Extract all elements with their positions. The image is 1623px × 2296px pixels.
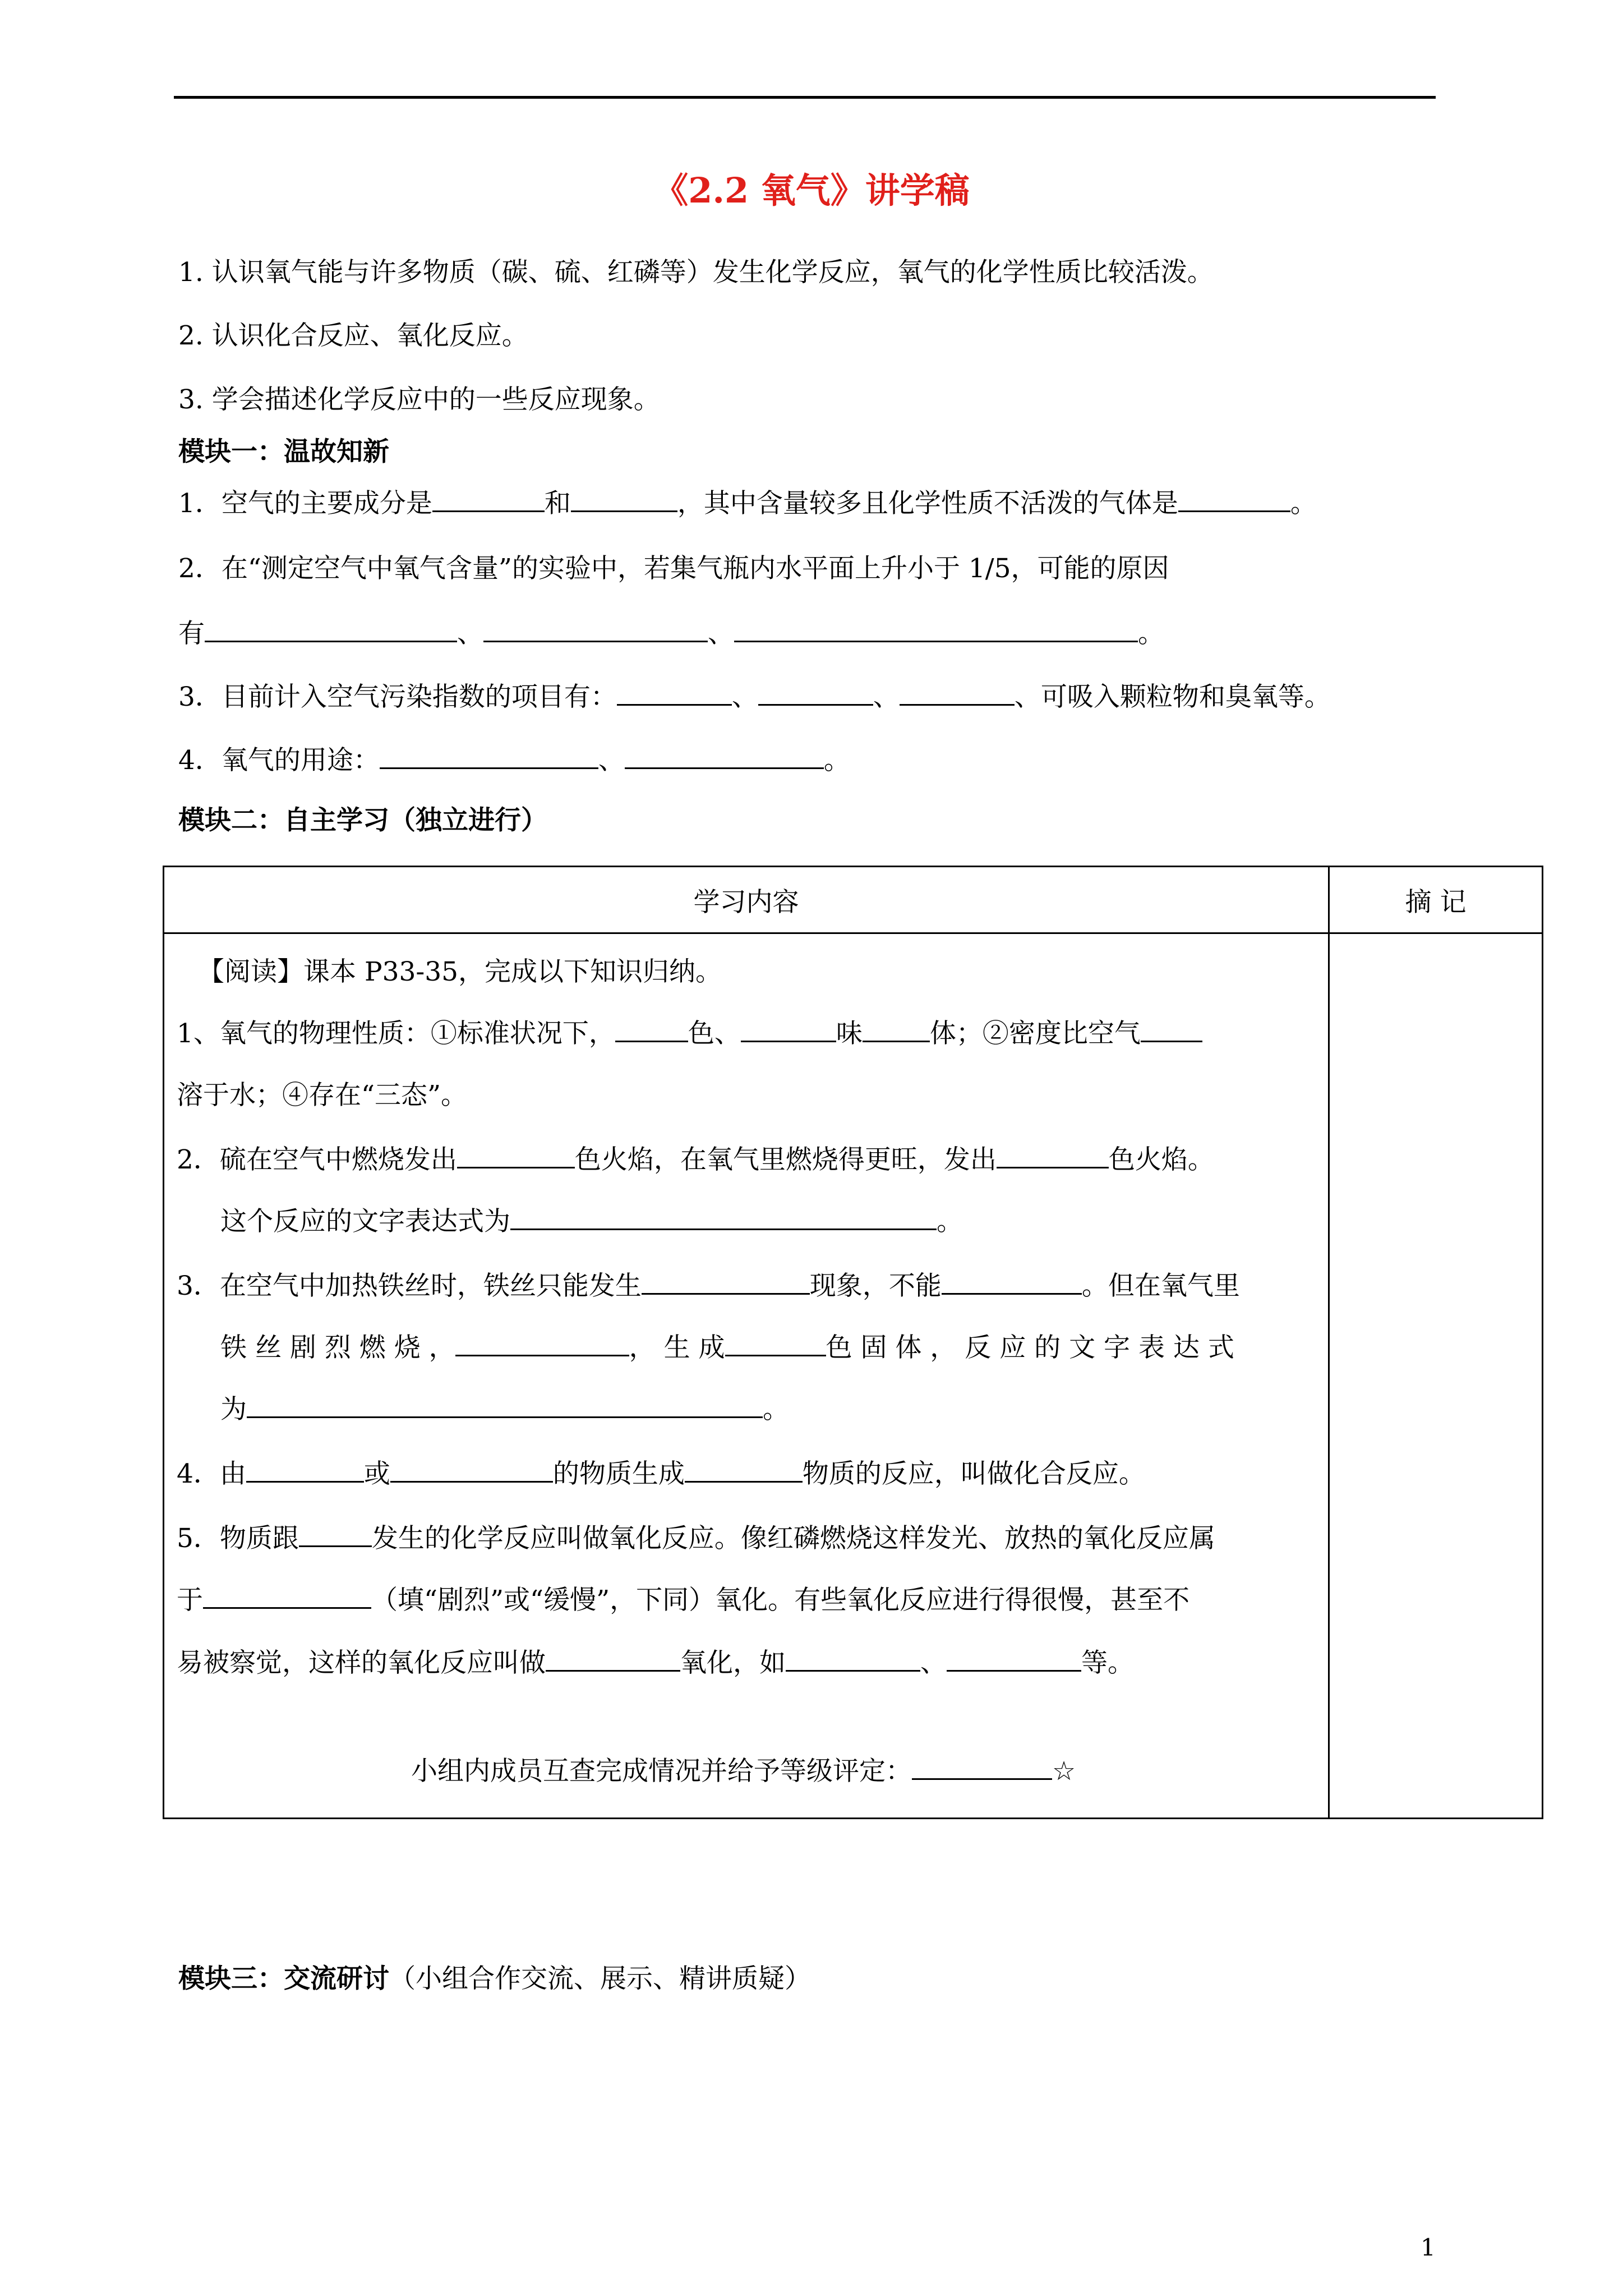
star-icon: ☆ [1052,1756,1076,1787]
blank-field[interactable] [546,1645,680,1672]
blank-field[interactable] [299,1520,372,1547]
blank-field[interactable] [863,1015,930,1042]
item-3-line2: 铁 丝 剧 烈 燃 烧 ， ， 生 成 色 固 体 ， 反 应 的 文 字 表 达 式 [220,1327,1234,1364]
page-number: 1 [1421,2234,1436,2261]
blank-field[interactable] [390,1456,553,1483]
blank-field[interactable] [900,679,1015,706]
blank-field[interactable] [942,1268,1082,1295]
blank-field[interactable] [642,1268,810,1295]
item-5-line2: 于 （填“剧烈”或“缓慢”，下同）氧化。有些氧化反应进行得很慢，甚至不 [177,1579,1189,1617]
blank-field[interactable] [1141,1015,1202,1042]
item-3-line1: 3．在空气中加热铁丝时，铁丝只能发生 现象，不能 。但在氧气里 [177,1265,1240,1303]
blank-field[interactable] [205,615,457,642]
blank-field[interactable] [203,1582,371,1609]
module1-heading: 模块一：温故知新 [178,436,389,467]
blank-field[interactable] [457,1142,575,1168]
module3-heading: 模块三：交流研讨（小组合作交流、展示、精讲质疑） [178,1963,811,1994]
blank-field[interactable] [571,485,677,512]
module1-q1: 1．空气的主要成分是 和 ，其中含量较多且化学性质不活泼的气体是 。 [178,482,1317,520]
item-5-line3: 易被察觉，这样的氧化反应叫做 氧化，如 、 等。 [177,1642,1134,1680]
blank-field[interactable] [1178,485,1290,512]
blank-field[interactable] [725,1329,826,1356]
objective-2: 2. 认识化合反应、氧化反应。 [178,320,528,351]
item-5-line1: 5．物质跟 发生的化学反应叫做氧化反应。像红磷燃烧这样发光、放热的氧化反应属 [177,1517,1215,1555]
rating-field[interactable] [912,1753,1052,1780]
blank-field[interactable] [246,1456,364,1483]
column-header-notes: 摘 记 [1329,867,1543,933]
column-header-content: 学习内容 [164,867,1329,933]
header-rule [174,96,1436,99]
page-title: 《2.2 氧气》讲学稿 [653,170,970,211]
objective-1: 1. 认识氧气能与许多物质（碳、硫、红磷等）发生化学反应，氧气的化学性质比较活泼。 [178,257,1214,288]
blank-field[interactable] [625,742,824,769]
item-1-line2: 溶于水；④存在“三态”。 [177,1080,468,1111]
blank-field[interactable] [685,1456,803,1483]
blank-field[interactable] [510,1203,937,1230]
reading-instruction: 【阅读】课本 P33-35，完成以下知识归纳。 [198,956,722,987]
content-cell [164,933,1329,1819]
notes-cell[interactable] [1329,933,1543,1819]
self-study-table [163,866,1543,1819]
blank-field[interactable] [247,1391,763,1418]
blank-field[interactable] [455,1329,629,1356]
blank-field[interactable] [615,1015,688,1042]
blank-field[interactable] [432,485,545,512]
blank-field[interactable] [380,742,598,769]
blank-field[interactable] [617,679,732,706]
blank-field[interactable] [786,1645,920,1672]
item-2-line2: 这个反应的文字表达式为 。 [220,1200,963,1238]
blank-field[interactable] [997,1142,1109,1168]
module1-q3: 3．目前计入空气污染指数的项目有： 、 、 、可吸入颗粒物和臭氧等。 [178,676,1331,714]
blank-field[interactable] [483,615,708,642]
blank-field[interactable] [734,615,1138,642]
item-1-line1: 1、氧气的物理性质：①标准状况下， 色、 味 体；②密度比空气 [177,1013,1202,1050]
blank-field[interactable] [758,679,873,706]
item-2-line1: 2．硫在空气中燃烧发出 色火焰，在氧气里燃烧得更旺，发出 色火焰。 [177,1139,1214,1176]
blank-field[interactable] [741,1015,836,1042]
module1-q2-line1: 2．在“测定空气中氧气含量”的实验中，若集气瓶内水平面上升小于 1/5，可能的原因 [178,553,1169,584]
item-4: 4．由 或 的物质生成 物质的反应，叫做化合反应。 [177,1453,1145,1490]
module1-q4: 4．氧气的用途： 、 。 [178,739,850,777]
blank-field[interactable] [947,1645,1081,1672]
objective-3: 3. 学会描述化学反应中的一些反应现象。 [178,384,660,415]
module1-q2-line2: 有 、 、 。 [178,613,1164,650]
peer-rating: 小组内成员互查完成情况并给予等级评定： ☆ [411,1750,1076,1788]
item-3-line3: 为 。 [220,1388,789,1426]
module2-heading: 模块二：自主学习（独立进行） [178,805,547,836]
